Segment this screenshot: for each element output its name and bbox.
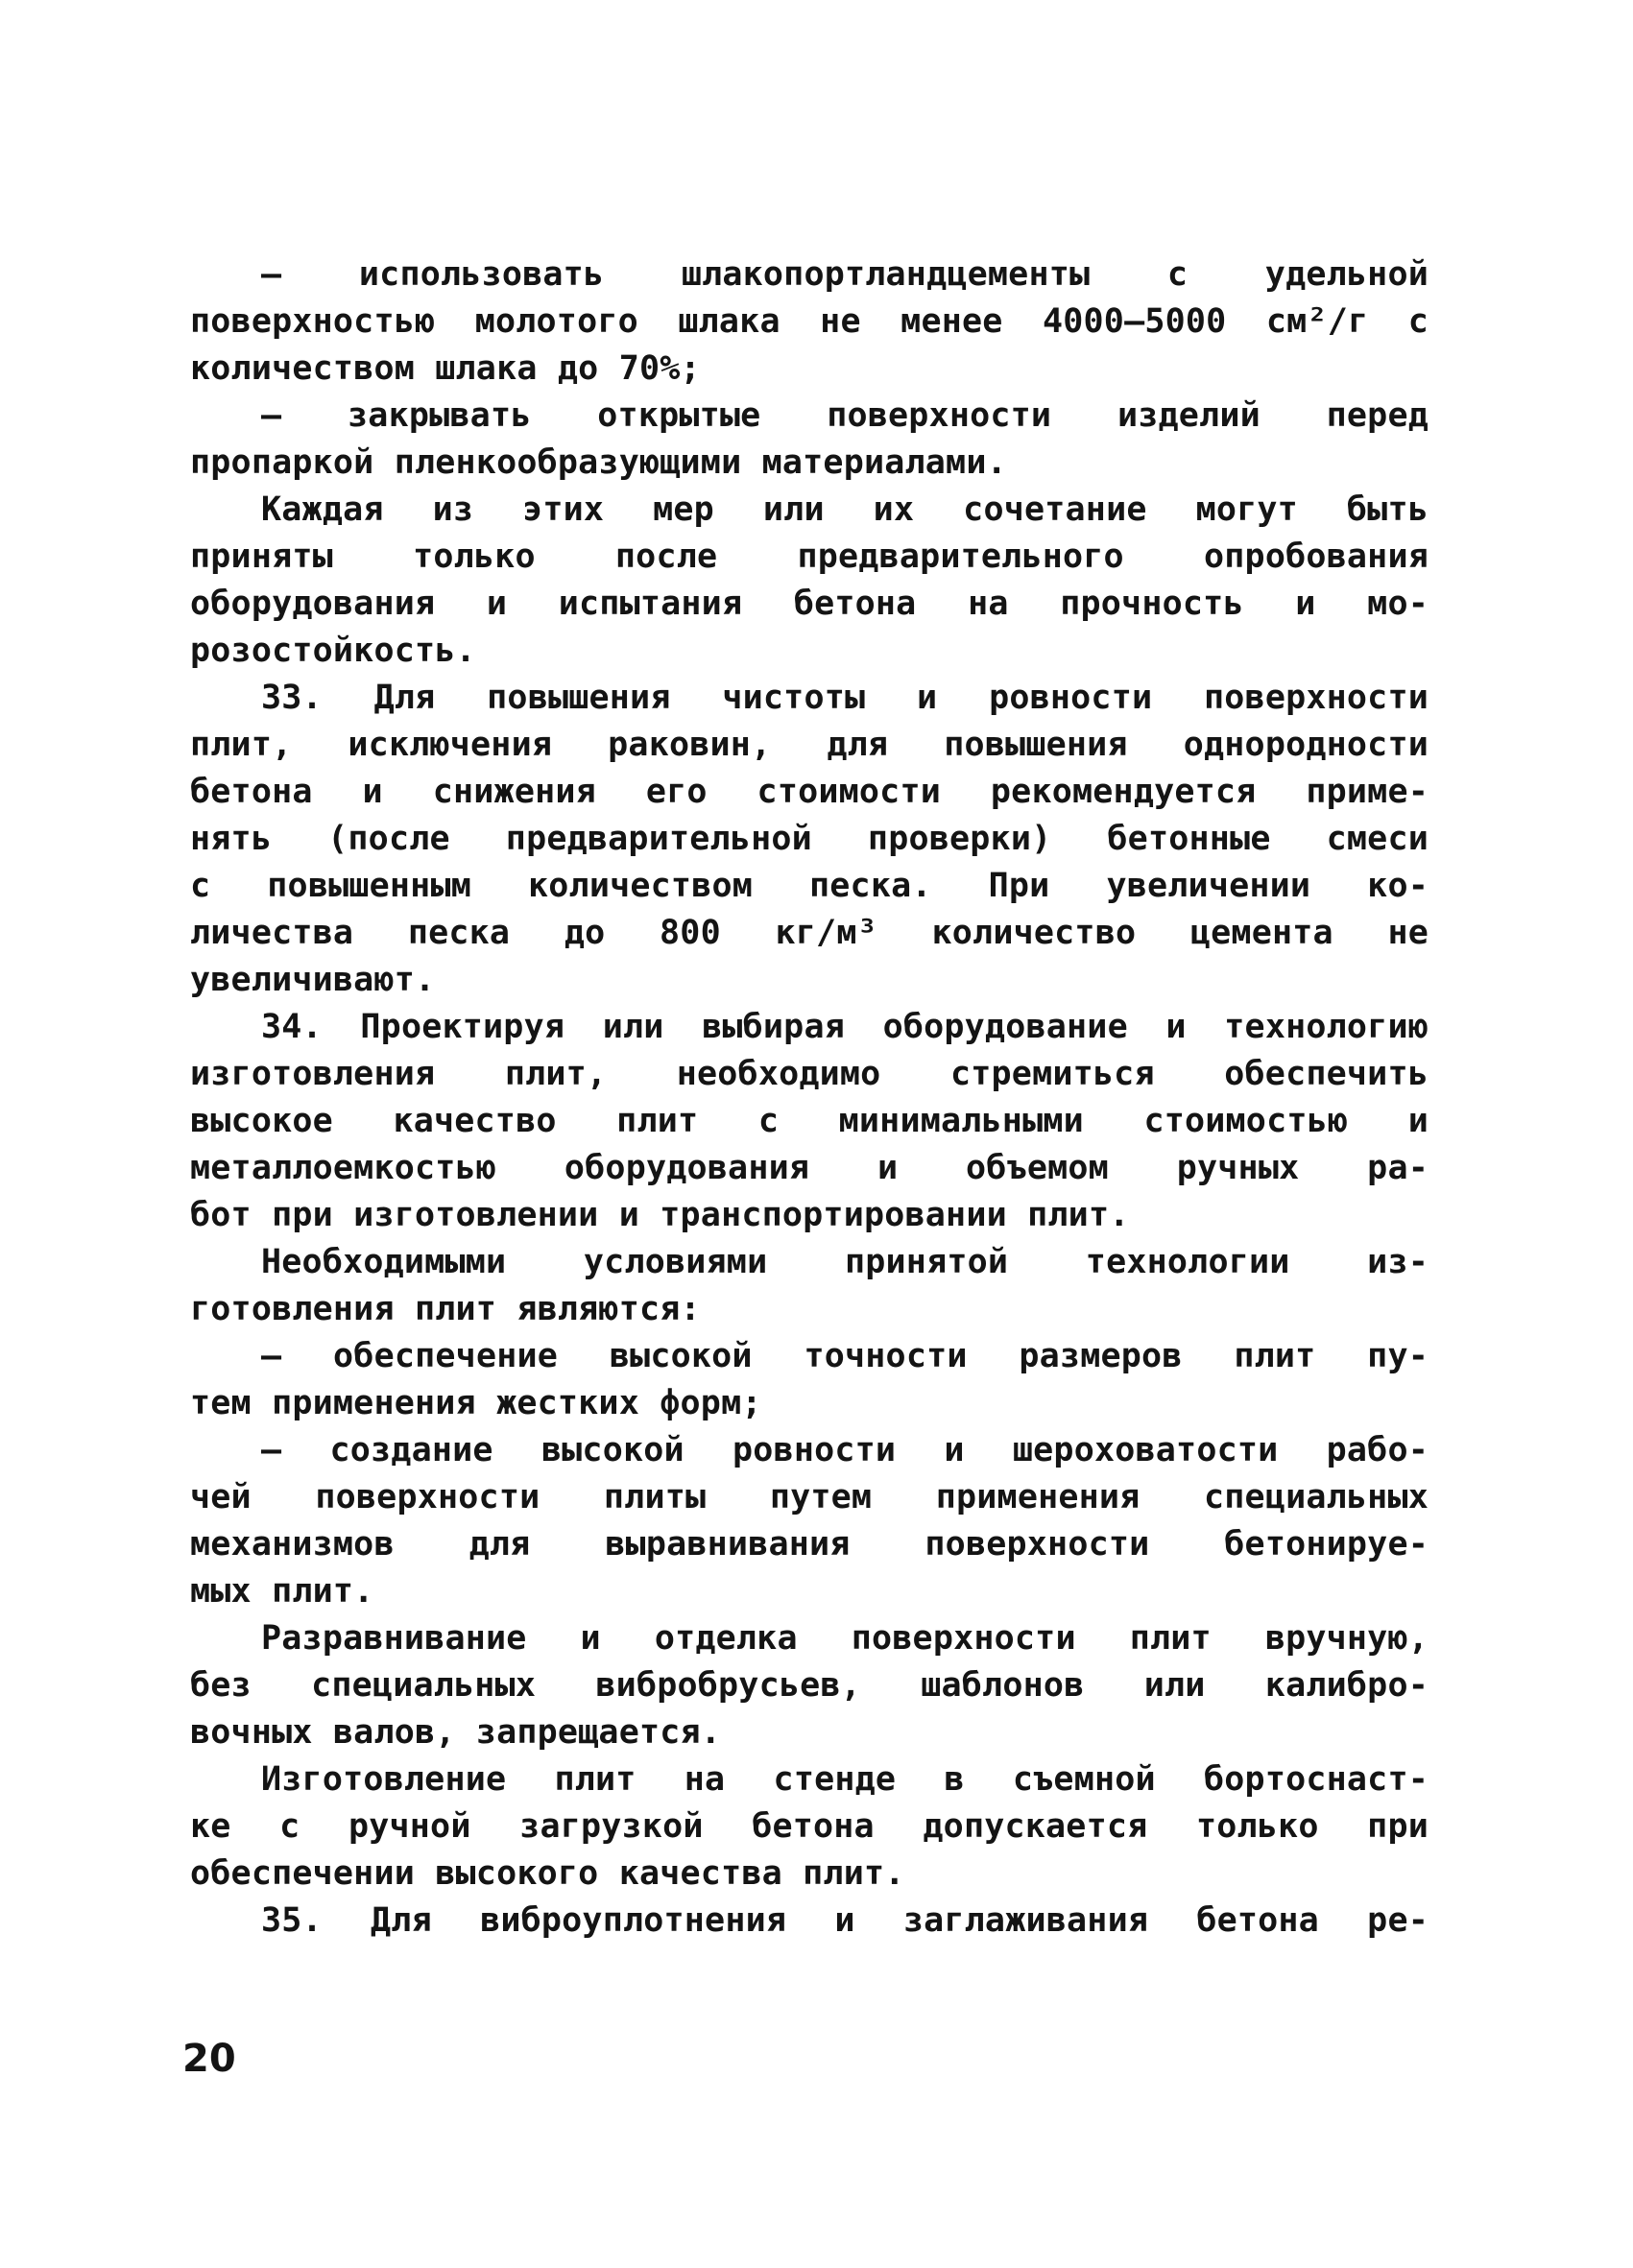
- text-line: обеспечении высокого качества плит.: [190, 1854, 905, 1893]
- text-line: чей поверхности плиты путем применения специальных: [190, 1478, 1429, 1516]
- text-line: 35. Для виброуплотнения и заглаживания бетона ре-: [261, 1901, 1429, 1940]
- text-line: пропаркой пленкообразующими материалами.: [190, 443, 1007, 482]
- text-line: вочных валов, запрещается.: [190, 1713, 722, 1752]
- text-line: – обеспечение высокой точности размеров плит пу-: [261, 1337, 1429, 1375]
- text-line: – использовать шлакопортландцементы с удельной: [261, 255, 1429, 294]
- text-line: механизмов для выравнивания поверхности бетонируе-: [190, 1525, 1429, 1564]
- text-line: – закрывать открытые поверхности изделий перед: [261, 396, 1429, 435]
- text-line: поверхностью молотого шлака не менее 4000–5000 см²/г с: [190, 302, 1429, 341]
- text-line: увеличивают.: [190, 961, 436, 999]
- text-line: розостойкость.: [190, 632, 476, 670]
- text-line: тем применения жестких форм;: [190, 1384, 762, 1422]
- text-line: Каждая из этих мер или их сочетание могут быть: [261, 490, 1429, 529]
- text-line: бот при изготовлении и транспортировании плит.: [190, 1196, 1130, 1234]
- text-line: 33. Для повышения чистоты и ровности поверхности: [261, 679, 1429, 717]
- text-line: – создание высокой ровности и шероховатости рабо-: [261, 1431, 1429, 1469]
- text-line: ке с ручной загрузкой бетона допускается только при: [190, 1807, 1429, 1846]
- text-line: без специальных вибробрусьев, шаблонов или калибро-: [190, 1666, 1429, 1705]
- text-line: с повышенным количеством песка. При увеличении ко-: [190, 867, 1429, 905]
- text-line: нять (после предварительной проверки) бетонные смеси: [190, 820, 1429, 858]
- text-line: 34. Проектируя или выбирая оборудование и технологию: [261, 1008, 1429, 1046]
- text-line: бетона и снижения его стоимости рекомендуется приме-: [190, 773, 1429, 811]
- text-line: Необходимыми условиями принятой технологии из-: [261, 1243, 1429, 1281]
- text-line: приняты только после предварительного опробования: [190, 537, 1429, 576]
- text-line: плит, исключения раковин, для повышения однородности: [190, 726, 1429, 764]
- text-line: готовления плит являются:: [190, 1290, 701, 1328]
- text-line: высокое качество плит с минимальными стоимостью и: [190, 1102, 1429, 1140]
- text-line: мых плит.: [190, 1572, 374, 1611]
- text-line: Разравнивание и отделка поверхности плит вручную,: [261, 1619, 1429, 1658]
- text-line: металлоемкостью оборудования и объемом ручных ра-: [190, 1149, 1429, 1187]
- text-line: оборудования и испытания бетона на прочность и мо-: [190, 585, 1429, 623]
- text-line: изготовления плит, необходимо стремиться обеспечить: [190, 1055, 1429, 1093]
- text-line: Изготовление плит на стенде в съемной бортоснаст-: [261, 1760, 1429, 1799]
- body-text: [190, 251, 1429, 1945]
- page-number: 20: [182, 2037, 236, 2081]
- text-line: количеством шлака до 70%;: [190, 349, 701, 388]
- text-line: личества песка до 800 кг/м³ количество цемента не: [190, 914, 1429, 952]
